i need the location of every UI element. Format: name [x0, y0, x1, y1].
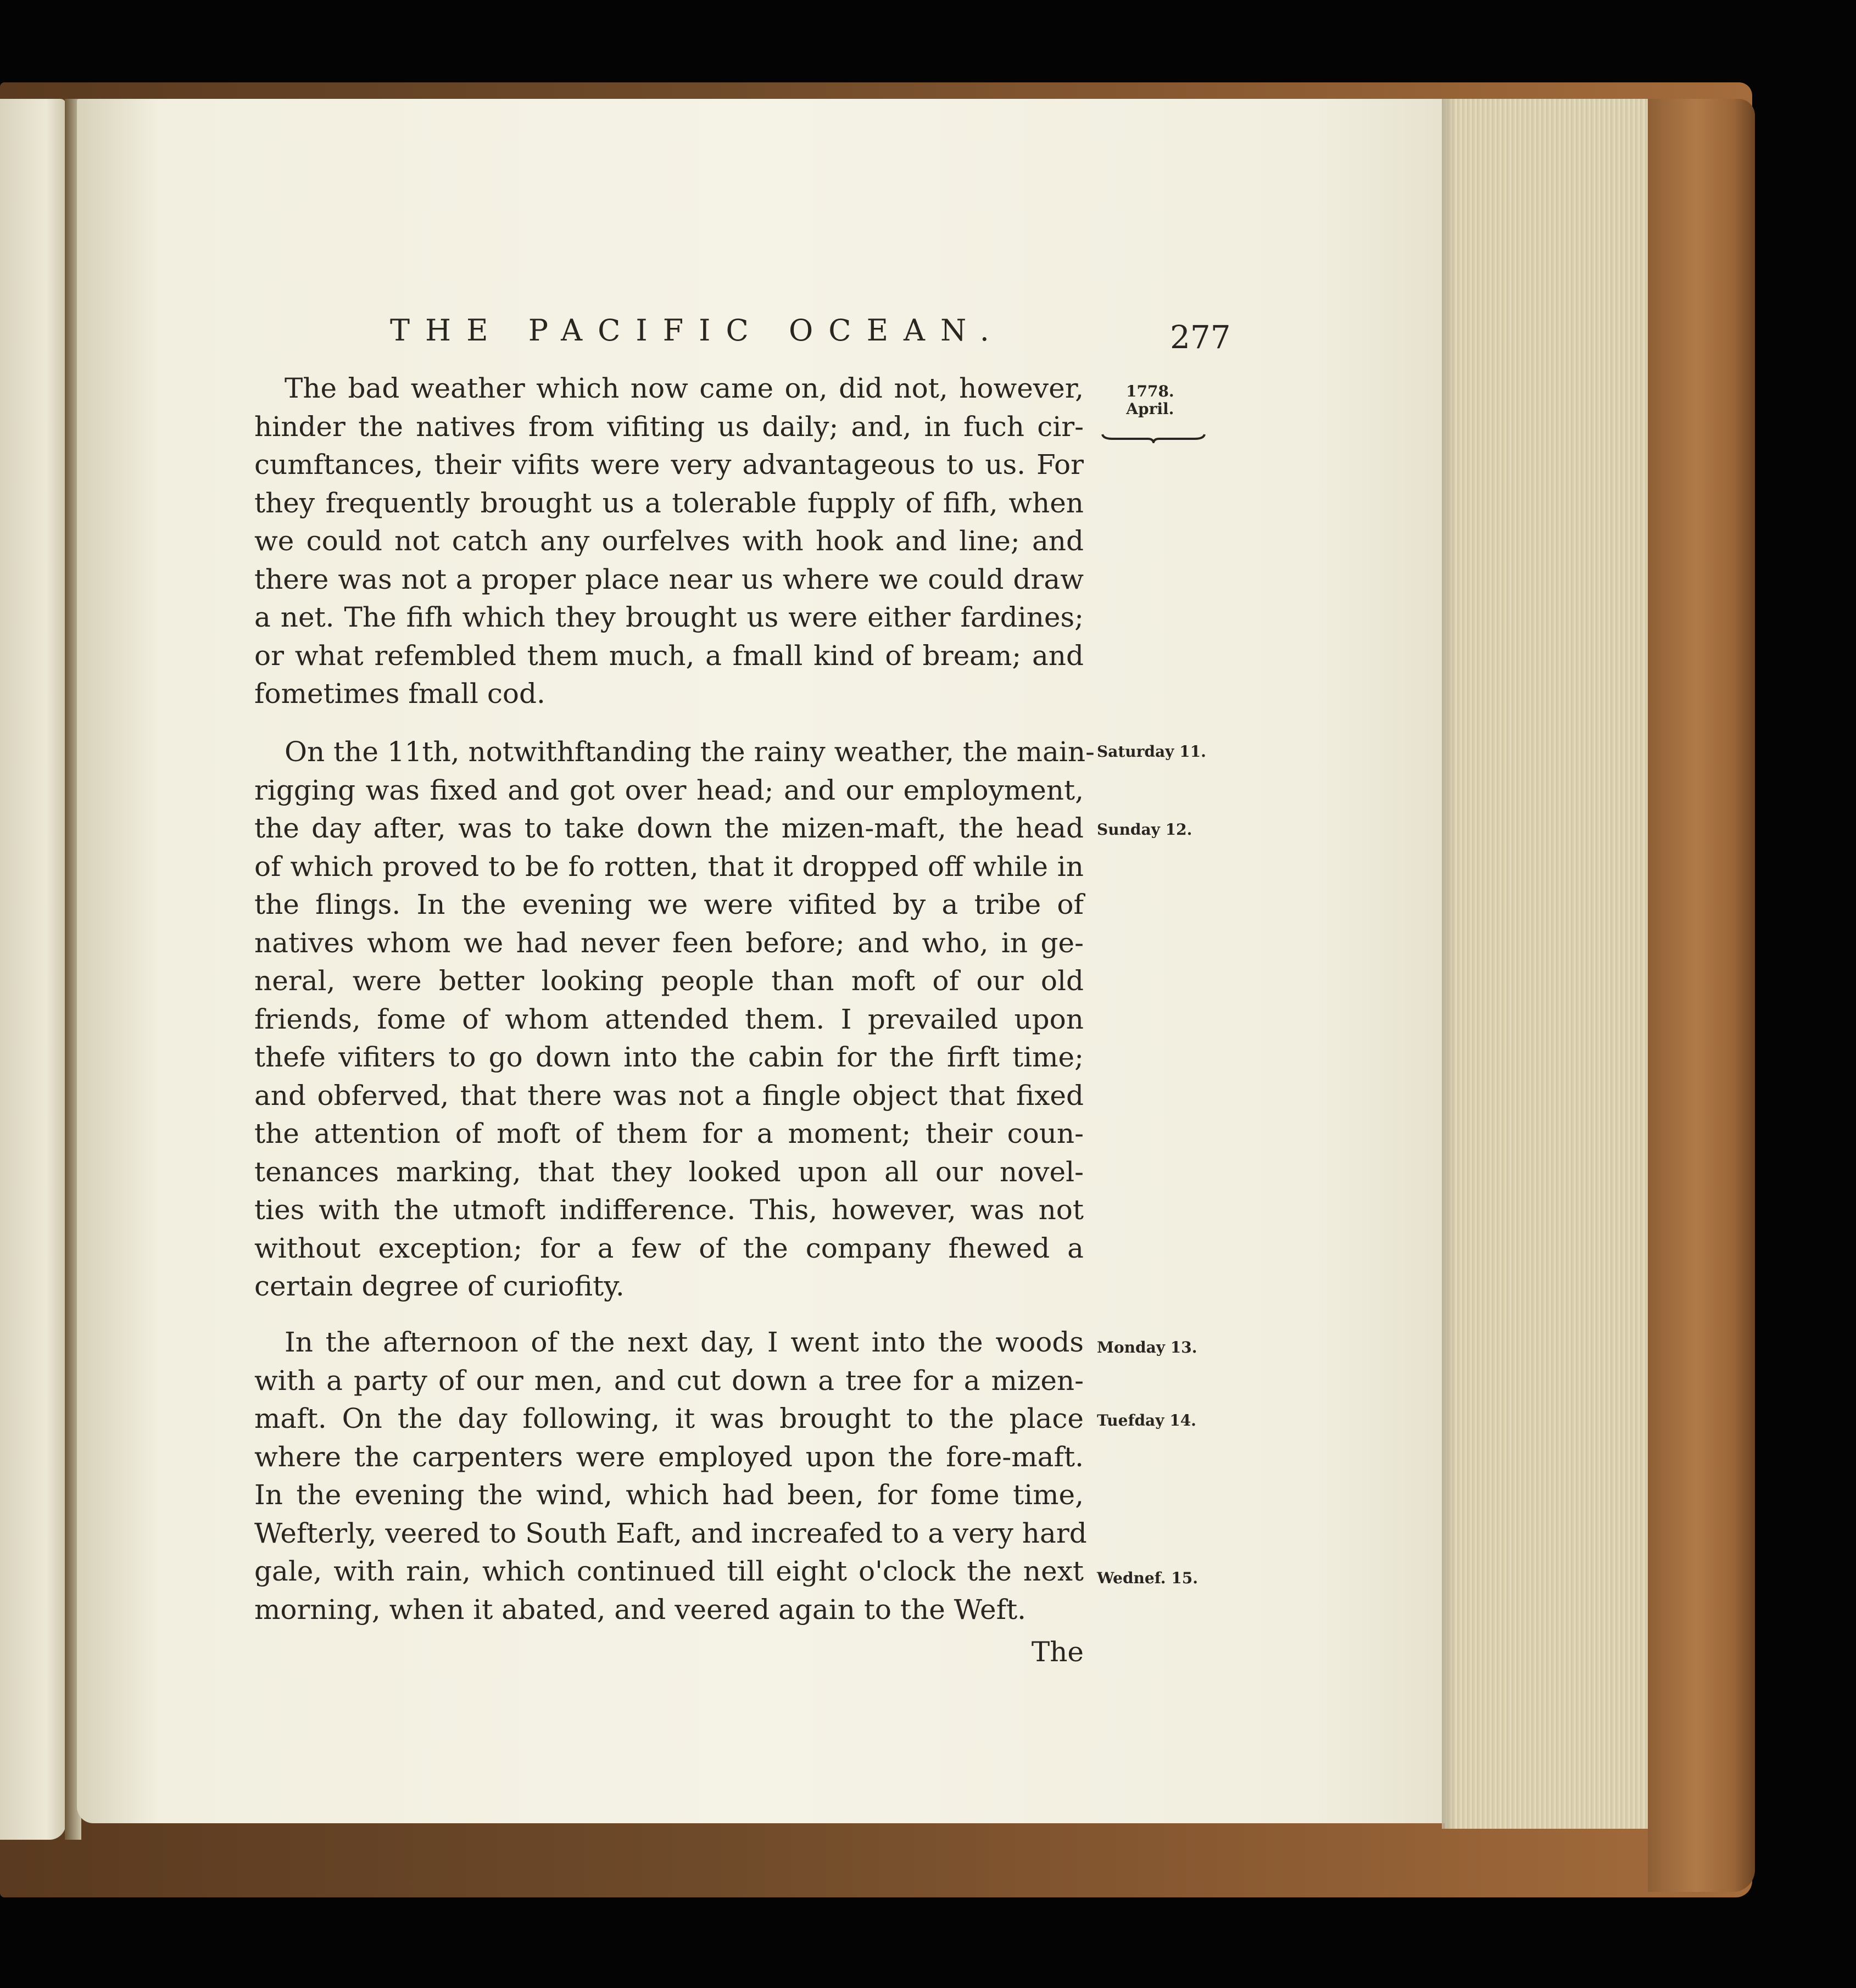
paragraph-1 — [254, 370, 1084, 713]
text-line: a net. The fifh which they brought us were either fardines; — [254, 601, 1084, 633]
paragraph-2 — [254, 733, 1095, 1306]
page-fore-edge — [1445, 99, 1648, 1829]
text-line: hinder the natives from vifiting us daily; and, in fuch cir- — [254, 410, 1084, 443]
book-cover-edge — [1648, 99, 1755, 1892]
text-line: natives whom we had never feen before; and who, in ge- — [254, 926, 1084, 959]
text-line: friends, fome of whom attended them. I prevailed upon — [254, 1003, 1084, 1035]
text-line: the day after, was to take down the mizen-maft, the head — [254, 812, 1084, 844]
margin-note-sunday: Sunday 12. — [1097, 820, 1192, 839]
margin-year: 1778. — [1126, 382, 1174, 400]
left-page — [0, 99, 66, 1840]
text-line: morning, when it abated, and veered again to the Weft. — [254, 1593, 1027, 1626]
text-line: cumftances, their vifits were very advantageous to us. For — [254, 449, 1084, 481]
text-line: they frequently brought us a tolerable fupply of fifh, when — [254, 487, 1084, 519]
text-line: On the 11th, notwithftanding the rainy weather, the main- — [285, 736, 1095, 768]
text-line: we could not catch any ourfelves with hook and line; and — [254, 525, 1084, 557]
text-line: and obferved, that there was not a fingle object that fixed — [254, 1079, 1084, 1112]
text-line: The bad weather which now came on, did not, however, — [285, 372, 1084, 404]
text-line: without exception; for a few of the company fhewed a — [254, 1232, 1084, 1264]
text-line: of which proved to be fo rotten, that it dropped off while in — [254, 850, 1084, 883]
catchword: The — [1031, 1636, 1084, 1668]
text-line: where the carpenters were employed upon the fore-maft. — [254, 1440, 1084, 1473]
running-head: THE PACIFIC OCEAN. — [390, 313, 1005, 348]
page-number: 277 — [1170, 319, 1231, 356]
margin-note-saturday: Saturday 11. — [1097, 742, 1206, 761]
paragraph-3 — [254, 1324, 1087, 1672]
margin-month: April. — [1126, 400, 1174, 418]
text-line: thefe vifiters to go down into the cabin for the firft time; — [254, 1041, 1084, 1073]
text-line: with a party of our men, and cut down a tree for a mizen- — [254, 1364, 1084, 1397]
text-line: In the afternoon of the next day, I went into the woods — [285, 1326, 1084, 1358]
text-line: gale, with rain, which continued till eight o'clock the next — [254, 1555, 1084, 1587]
text-line: or what refembled them much, a fmall kind of bream; and — [254, 639, 1084, 672]
brace-icon — [1101, 432, 1206, 443]
text-line: Wefterly, veered to South Eaft, and increafed to a very hard — [254, 1517, 1087, 1549]
text-line: the flings. In the evening we were vifited by a tribe of — [254, 889, 1084, 920]
text-line: tenances marking, that they looked upon all our novel- — [254, 1155, 1084, 1188]
text-line: neral, were better looking people than moft of our old — [254, 965, 1084, 997]
text-line: In the evening the wind, which had been, for fome time, — [254, 1479, 1084, 1511]
text-line: rigging was fixed and got over head; and our employment, — [254, 774, 1084, 806]
text-line: ties with the utmoft indifference. This, however, was not — [254, 1194, 1084, 1226]
margin-note-wednesday: Wednef. 15. — [1097, 1569, 1198, 1587]
margin-note-tuesday: Tuefday 14. — [1097, 1411, 1196, 1429]
text-line: maft. On the day following, it was brought to the place — [254, 1403, 1084, 1434]
text-line: fometimes fmall cod. — [254, 678, 545, 710]
text-line: the attention of moft of them for a moment; their coun- — [254, 1118, 1084, 1149]
margin-note-monday: Monday 13. — [1097, 1338, 1197, 1356]
text-line: there was not a proper place near us where we could draw — [254, 563, 1084, 595]
text-line: certain degree of curiofity. — [254, 1270, 625, 1302]
margin-date-note — [1126, 383, 1174, 418]
page-edge-shadow — [1442, 99, 1456, 1829]
